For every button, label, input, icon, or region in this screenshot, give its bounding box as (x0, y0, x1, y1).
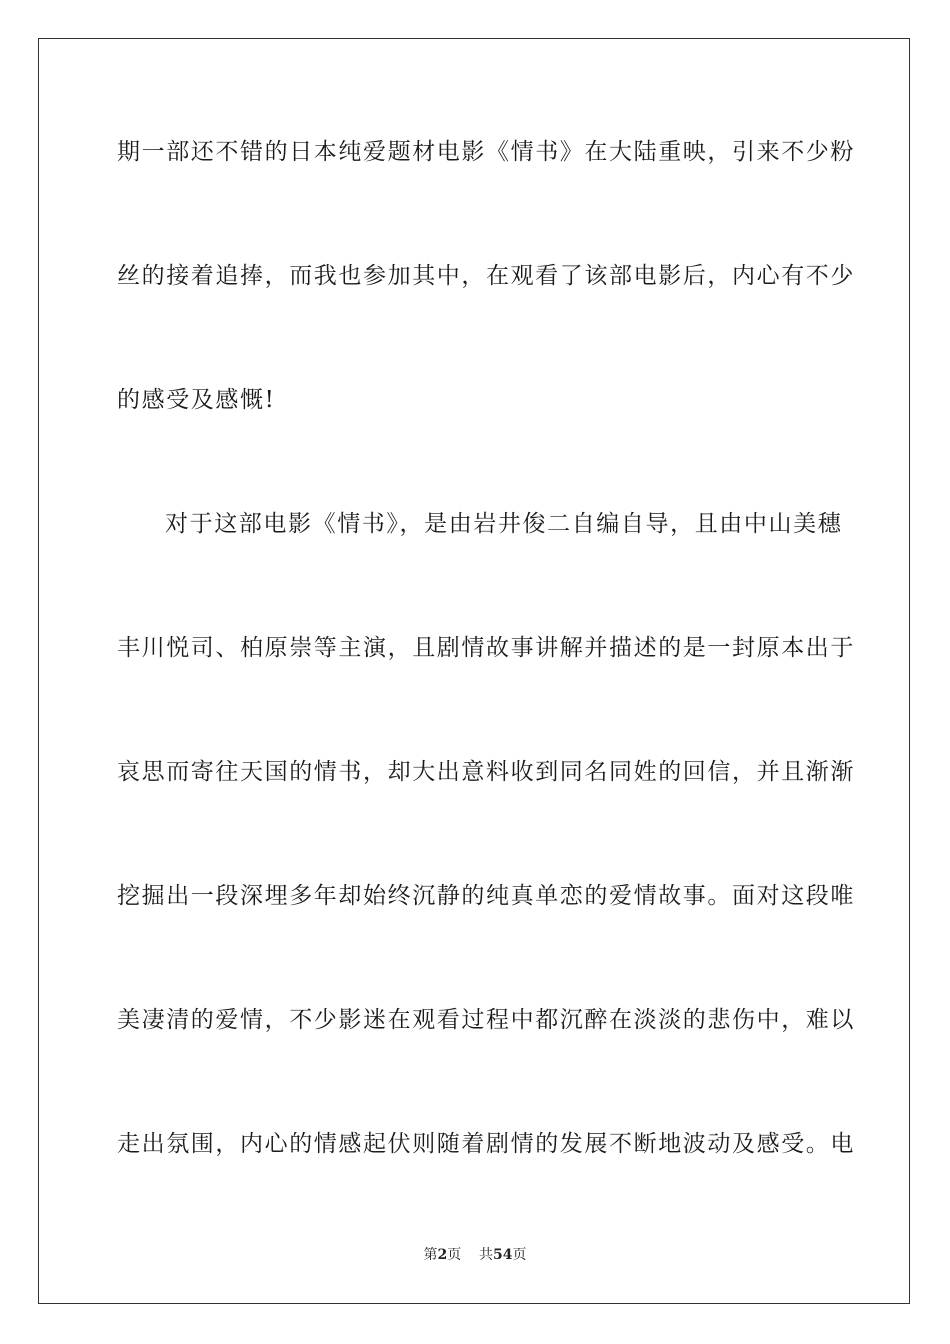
footer-total-pages: 54 (493, 1247, 513, 1263)
page-border (38, 38, 910, 1304)
body-text-line: 丝的接着追捧，而我也参加其中，在观看了该部电影后，内心有不少 (117, 263, 855, 289)
body-text-line: 的感受及感慨! (117, 387, 276, 413)
body-text-line: 美凄清的爱情，不少影迷在观看过程中都沉醉在淡淡的悲伤中，难以 (117, 1007, 855, 1033)
body-text-line: 走出氛围，内心的情感起伏则随着剧情的发展不断地波动及感受。电 (117, 1131, 855, 1157)
footer-page-prefix: 第 (423, 1247, 438, 1263)
body-text-line: 期一部还不错的日本纯爱题材电影《情书》在大陆重映，引来不少粉 (117, 139, 855, 165)
body-text-line: 哀思而寄往天国的情书，却大出意料收到同名同姓的回信，并且渐渐 (117, 759, 855, 785)
body-text-line-indented: 对于这部电影《情书》，是由岩井俊二自编自导，且由中山美穗 (165, 511, 843, 537)
footer-page-suffix: 页 (447, 1247, 462, 1263)
body-text-line: 丰川悦司、柏原崇等主演，且剧情故事讲解并描述的是一封原本出于 (117, 635, 855, 661)
footer-total-prefix: 共 (479, 1247, 494, 1263)
page-footer (0, 1246, 950, 1264)
footer-page-number: 2 (437, 1247, 448, 1263)
body-text-line: 挖掘出一段深埋多年却始终沉静的纯真单恋的爱情故事。面对这段唯 (117, 883, 855, 909)
footer-total-suffix: 页 (512, 1247, 527, 1263)
